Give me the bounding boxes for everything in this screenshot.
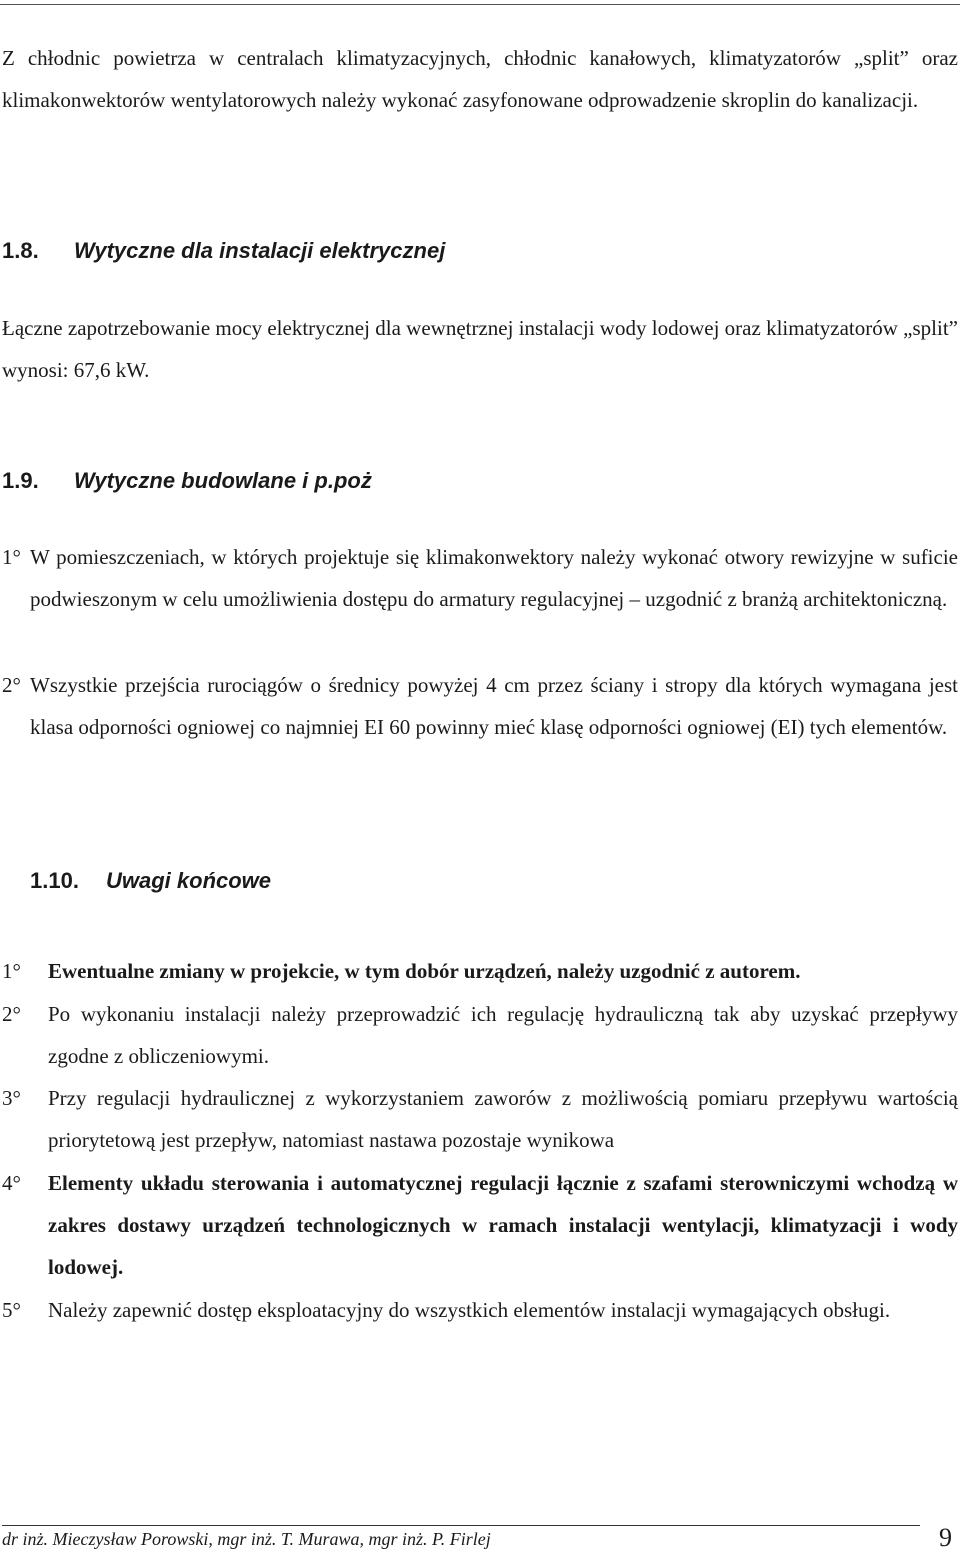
list-marker: 1° (2, 545, 21, 569)
section-number: 1.10. (30, 868, 79, 893)
list-item (0, 993, 958, 1077)
list-item (0, 1162, 958, 1288)
list-marker: 5° (2, 1298, 21, 1322)
list-item (0, 950, 958, 992)
list-item-text: Elementy układu sterowania i automatycznej regulacji łącznie z szafami sterowniczymi wchodzą w zakres dostawy urządzeń technologicznych w ramach instalacji wentylacji, klimatyzacji i wody lodowej. (48, 1171, 958, 1279)
footer-authors: dr inż. Mieczysław Porowski, mgr inż. T. Murawa, mgr inż. P. Firlej (2, 1529, 491, 1549)
list-marker: 1° (2, 959, 21, 983)
list-marker: 4° (2, 1171, 21, 1195)
list-item (0, 1289, 958, 1331)
list-item (0, 1077, 958, 1161)
top-rule (0, 4, 960, 5)
page-number: 9 (939, 1523, 952, 1552)
footer-rule (2, 1525, 920, 1526)
intro-paragraph: Z chłodnic powietrza w centralach klimatyzacyjnych, chłodnic kanałowych, klimatyzatorów „split” oraz klimakonwektorów wentylatorowych należy wykonać zasyfonowane odprowadzenie skroplin do kanalizacji. (2, 46, 958, 112)
section-title: Uwagi końcowe (106, 868, 272, 893)
list-item-text: Należy zapewnić dostęp eksploatacyjny do wszystkich elementów instalacji wymagających obsługi. (48, 1298, 891, 1322)
section-number: 1.9. (2, 468, 39, 493)
list-item (0, 536, 958, 620)
list-item-text: W pomieszczeniach, w których projektuje się klimakonwektory należy wykonać otwory rewizyjne w suficie podwieszonym w celu umożliwienia dostępu do armatury regulacyjnej – uzgodnić z branżą architektoniczną. (30, 545, 958, 611)
section-title: Wytyczne dla instalacji elektrycznej (74, 238, 446, 263)
section-heading-1-8 (2, 238, 445, 264)
list-item-text: Wszystkie przejścia rurociągów o średnicy powyżej 4 cm przez ściany i stropy dla których wymagana jest klasa odporności ogniowej co najmniej EI 60 powinny mieć klasę odporności ogniowej (EI) tych elementów. (30, 673, 958, 739)
list-marker: 2° (2, 1002, 21, 1026)
section-heading-1-10 (30, 868, 271, 894)
list-item (0, 664, 958, 748)
list-marker: 2° (2, 673, 21, 697)
list-item-text: Po wykonaniu instalacji należy przeprowadzić ich regulację hydrauliczną tak aby uzyskać przepływy zgodne z obliczeniowymi. (48, 1002, 958, 1068)
list-item-text: Przy regulacji hydraulicznej z wykorzystaniem zaworów z możliwością pomiaru przepływu wartością priorytetową jest przepływ, natomiast nastawa pozostaje wynikowa (48, 1086, 958, 1152)
section-number: 1.8. (2, 238, 39, 263)
section-1-8-paragraph: Łączne zapotrzebowanie mocy elektrycznej dla wewnętrznej instalacji wody lodowej oraz klimatyzatorów „split” wynosi: 67,6 kW. (2, 316, 958, 382)
section-title: Wytyczne budowlane i p.poż (74, 468, 372, 493)
list-marker: 3° (2, 1086, 21, 1110)
section-heading-1-9 (2, 468, 372, 494)
list-item-text: Ewentualne zmiany w projekcie, w tym dobór urządzeń, należy uzgodnić z autorem. (48, 959, 801, 983)
